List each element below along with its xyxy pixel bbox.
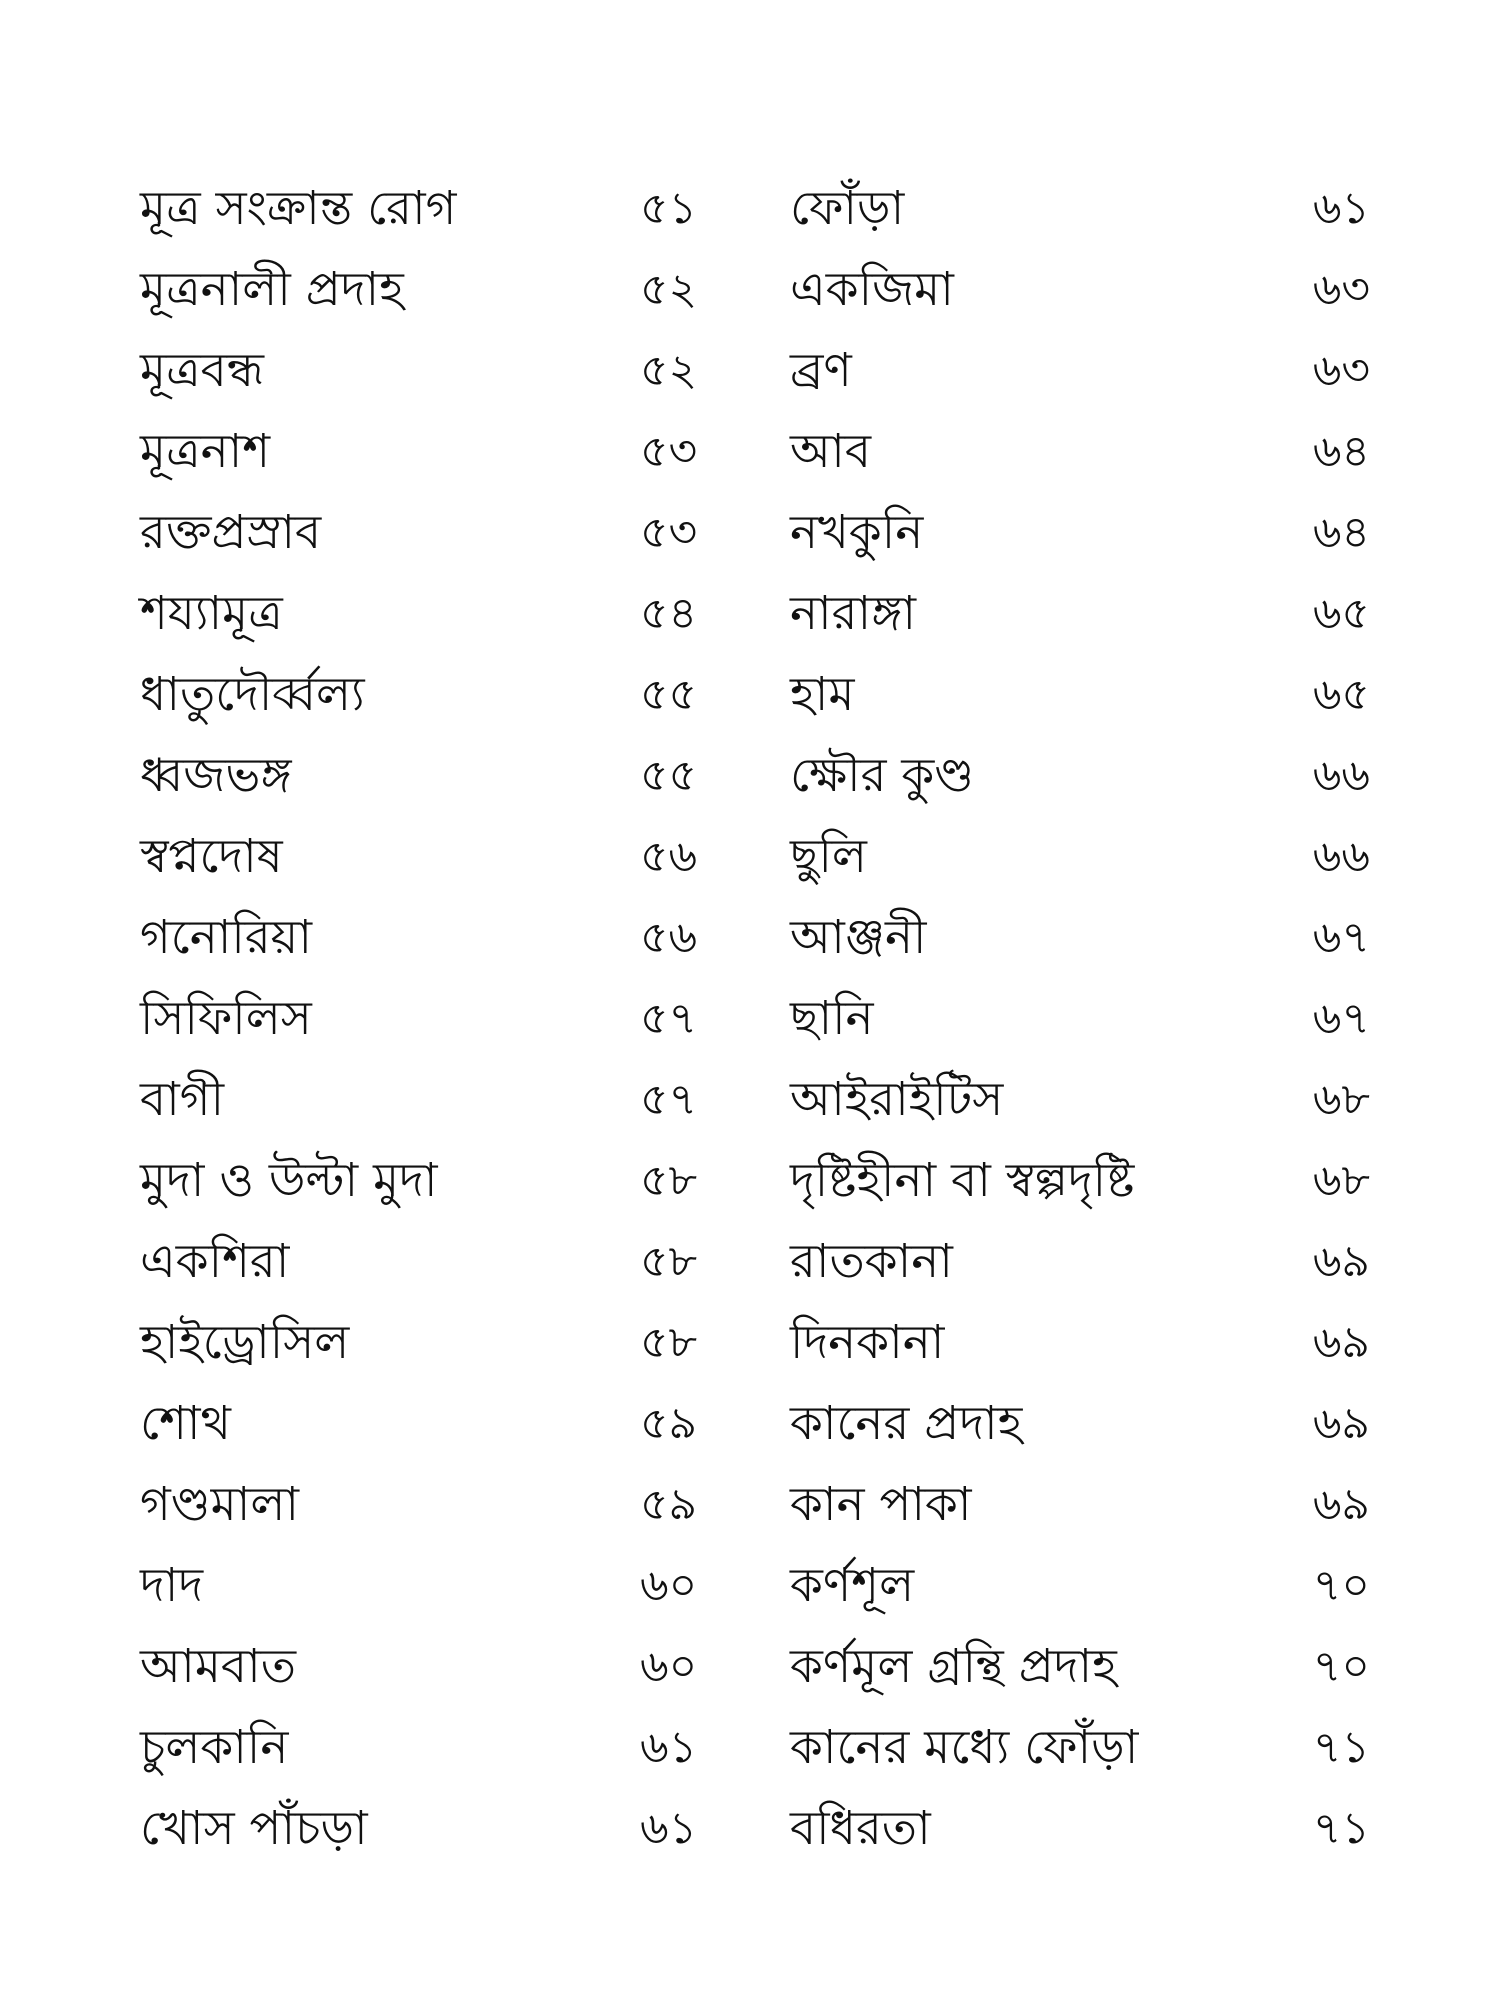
right-entry-title-cell (790, 654, 1270, 735)
right-entry-title-cell (790, 1626, 1270, 1707)
left-entry-page-cell (640, 492, 790, 573)
left-entry-title: রক্তপ্রস্রাব (140, 504, 322, 560)
left-entry-page-cell (640, 1302, 790, 1383)
left-entry-title-cell (140, 249, 640, 330)
right-entry-title-cell (790, 492, 1270, 573)
left-entry-page: ৬০ (640, 1560, 698, 1611)
table-row (140, 1707, 1370, 1788)
right-entry-title: রাতকানা (790, 1233, 953, 1289)
table-row (140, 573, 1370, 654)
left-entry-title: হাইড্রোসিল (140, 1314, 350, 1370)
right-entry-title-cell (790, 1707, 1270, 1788)
right-entry-page-cell (1270, 654, 1370, 735)
table-row (140, 1464, 1370, 1545)
left-entry-page-cell (640, 1626, 790, 1707)
right-entry-page-cell (1270, 1464, 1370, 1545)
left-entry-title-cell (140, 1302, 640, 1383)
left-entry-title-cell (140, 168, 640, 249)
left-entry-title-cell (140, 735, 640, 816)
left-entry-page: ৫৭ (640, 993, 698, 1044)
right-entry-page: ৬৬ (1312, 831, 1370, 882)
left-entry-title: একশিরা (140, 1233, 290, 1289)
right-entry-page: ৬৯ (1312, 1479, 1370, 1530)
table-row (140, 168, 1370, 249)
left-entry-page-cell (640, 573, 790, 654)
left-entry-page-cell (640, 1788, 790, 1869)
right-entry-title-cell (790, 1788, 1270, 1869)
right-entry-title: ছুলি (790, 828, 867, 884)
right-entry-page-cell (1270, 1707, 1370, 1788)
right-entry-page: ৬৪ (1312, 507, 1370, 558)
right-entry-title: একজিমা (790, 261, 954, 317)
left-entry-page: ৫৪ (640, 588, 698, 639)
left-entry-page: ৫৭ (640, 1074, 698, 1125)
left-entry-title: দাদ (140, 1557, 204, 1613)
right-entry-title-cell (790, 249, 1270, 330)
left-entry-page-cell (640, 654, 790, 735)
table-row (140, 1221, 1370, 1302)
left-entry-title-cell (140, 1221, 640, 1302)
left-entry-page-cell (640, 1059, 790, 1140)
left-entry-title: সিফিলিস (140, 990, 312, 1046)
right-entry-title: কানের প্রদাহ (790, 1395, 1023, 1451)
left-entry-page: ৫৯ (640, 1398, 698, 1449)
right-entry-page-cell (1270, 573, 1370, 654)
left-entry-title: মূত্রনাশ (140, 423, 271, 479)
right-entry-title-cell (790, 816, 1270, 897)
table-row (140, 1059, 1370, 1140)
left-entry-title: আমবাত (140, 1638, 296, 1694)
right-entry-page: ৬৮ (1312, 1074, 1370, 1125)
left-entry-title: বাগী (140, 1071, 225, 1127)
left-entry-page: ৫৮ (640, 1317, 698, 1368)
right-entry-page-cell (1270, 897, 1370, 978)
left-entry-title-cell (140, 1140, 640, 1221)
left-entry-page: ৬১ (640, 1722, 698, 1773)
left-entry-page: ৫৯ (640, 1479, 698, 1530)
right-entry-page: ৬৯ (1312, 1317, 1370, 1368)
left-entry-title-cell (140, 1626, 640, 1707)
left-entry-page-cell (640, 1221, 790, 1302)
left-entry-title-cell (140, 1707, 640, 1788)
right-entry-title-cell (790, 1221, 1270, 1302)
right-entry-page-cell (1270, 1302, 1370, 1383)
right-entry-page: ৬৯ (1312, 1236, 1370, 1287)
right-entry-title-cell (790, 411, 1270, 492)
left-entry-title: চুলকানি (140, 1719, 289, 1775)
right-entry-page: ৬৬ (1312, 750, 1370, 801)
left-entry-title-cell (140, 492, 640, 573)
right-entry-title: কর্ণমূল গ্রন্থি প্রদাহ (790, 1638, 1117, 1694)
right-entry-title: নারাঙ্গা (790, 585, 916, 641)
left-entry-title: ধ্বজভঙ্গ (140, 747, 292, 803)
right-entry-title: কান পাকা (790, 1476, 972, 1532)
left-entry-title-cell (140, 1545, 640, 1626)
right-entry-title: আইরাইটিস (790, 1071, 1004, 1127)
left-entry-title-cell (140, 330, 640, 411)
right-entry-page-cell (1270, 978, 1370, 1059)
left-entry-title-cell (140, 573, 640, 654)
left-entry-title: শয্যামূত্র (140, 585, 283, 641)
right-entry-page-cell (1270, 249, 1370, 330)
right-entry-page-cell (1270, 168, 1370, 249)
right-entry-title: ব্রণ (790, 342, 852, 398)
left-entry-page-cell (640, 1383, 790, 1464)
left-entry-title-cell (140, 978, 640, 1059)
right-entry-title: আব (790, 423, 871, 479)
right-entry-page-cell (1270, 1788, 1370, 1869)
right-entry-page: ৭০ (1312, 1560, 1370, 1611)
right-entry-title: নখকুনি (790, 504, 924, 560)
right-entry-title-cell (790, 1464, 1270, 1545)
left-entry-title-cell (140, 1059, 640, 1140)
left-entry-page: ৫২ (640, 264, 698, 315)
left-entry-title: শোথ (140, 1395, 231, 1451)
right-entry-title-cell (790, 1059, 1270, 1140)
right-entry-page-cell (1270, 330, 1370, 411)
left-entry-title-cell (140, 654, 640, 735)
right-entry-page-cell (1270, 1626, 1370, 1707)
right-entry-page-cell (1270, 1383, 1370, 1464)
left-entry-page: ৫৬ (640, 912, 698, 963)
left-entry-page-cell (640, 1545, 790, 1626)
right-entry-page: ৬১ (1312, 183, 1370, 234)
left-entry-page: ৫৬ (640, 831, 698, 882)
table-row (140, 1626, 1370, 1707)
right-entry-page: ৭১ (1312, 1722, 1370, 1773)
left-entry-title-cell (140, 1464, 640, 1545)
right-entry-title: আঞ্জনী (790, 909, 927, 965)
right-entry-title: বধিরতা (790, 1800, 931, 1856)
right-entry-title-cell (790, 1383, 1270, 1464)
right-entry-page-cell (1270, 1140, 1370, 1221)
right-entry-page-cell (1270, 1059, 1370, 1140)
right-entry-title: কানের মধ্যে ফোঁড়া (790, 1719, 1139, 1775)
right-entry-page-cell (1270, 816, 1370, 897)
left-entry-title: গনোরিয়া (140, 909, 312, 965)
right-entry-title-cell (790, 1140, 1270, 1221)
left-entry-page: ৬১ (640, 1803, 698, 1854)
left-entry-page-cell (640, 1707, 790, 1788)
right-entry-page-cell (1270, 1545, 1370, 1626)
left-entry-page-cell (640, 978, 790, 1059)
right-entry-title-cell (790, 1545, 1270, 1626)
table-row (140, 330, 1370, 411)
right-entry-page-cell (1270, 411, 1370, 492)
left-entry-page-cell (640, 411, 790, 492)
left-entry-title-cell (140, 1383, 640, 1464)
right-entry-title: কর্ণশূল (790, 1557, 915, 1613)
table-row (140, 249, 1370, 330)
left-entry-page-cell (640, 330, 790, 411)
left-entry-title: গণ্ডমালা (140, 1476, 300, 1532)
left-entry-page: ৫৮ (640, 1236, 698, 1287)
right-entry-page-cell (1270, 1221, 1370, 1302)
right-entry-title-cell (790, 897, 1270, 978)
right-entry-page: ৬৫ (1312, 588, 1370, 639)
left-entry-title: খোস পাঁচড়া (140, 1800, 368, 1856)
left-entry-title-cell (140, 816, 640, 897)
table-row (140, 978, 1370, 1059)
left-entry-page: ৫১ (640, 183, 698, 234)
left-entry-page-cell (640, 249, 790, 330)
right-entry-title: ফোঁড়া (790, 180, 905, 236)
right-entry-page: ৭০ (1312, 1641, 1370, 1692)
left-entry-title-cell (140, 1788, 640, 1869)
left-entry-page-cell (640, 168, 790, 249)
right-entry-page-cell (1270, 735, 1370, 816)
right-entry-page: ৬৫ (1312, 669, 1370, 720)
left-entry-page: ৬০ (640, 1641, 698, 1692)
right-entry-title-cell (790, 978, 1270, 1059)
left-entry-title: ধাতুদৌর্ব্বল্য (140, 666, 365, 722)
right-entry-page: ৬৩ (1312, 264, 1370, 315)
table-row (140, 1302, 1370, 1383)
right-entry-page: ৬৯ (1312, 1398, 1370, 1449)
table-row (140, 1545, 1370, 1626)
left-entry-title: মুদা ও উল্টা মুদা (140, 1152, 438, 1208)
right-entry-title: হাম (790, 666, 855, 722)
right-entry-title: ক্ষৌর কুণ্ড (790, 747, 975, 803)
right-entry-page: ৬৭ (1312, 993, 1370, 1044)
right-entry-title-cell (790, 1302, 1270, 1383)
right-entry-title-cell (790, 573, 1270, 654)
right-entry-page: ৬৭ (1312, 912, 1370, 963)
left-entry-title: মূত্রবন্ধ (140, 342, 265, 398)
left-entry-page-cell (640, 816, 790, 897)
left-entry-title-cell (140, 411, 640, 492)
left-entry-page: ৫৩ (640, 507, 698, 558)
left-entry-page-cell (640, 897, 790, 978)
right-entry-title: দৃষ্টিহীনা বা স্বল্পদৃষ্টি (790, 1152, 1135, 1208)
table-row (140, 816, 1370, 897)
table-row (140, 1383, 1370, 1464)
right-entry-page: ৬৮ (1312, 1155, 1370, 1206)
right-entry-title: ছানি (790, 990, 874, 1046)
left-entry-page-cell (640, 735, 790, 816)
left-entry-page: ৫৮ (640, 1155, 698, 1206)
left-entry-title: মূত্রনালী প্রদাহ (140, 261, 404, 317)
table-row (140, 735, 1370, 816)
left-entry-title: স্বপ্নদোষ (140, 828, 283, 884)
right-entry-page: ৬৩ (1312, 345, 1370, 396)
table-row (140, 654, 1370, 735)
right-entry-page-cell (1270, 492, 1370, 573)
right-entry-title-cell (790, 735, 1270, 816)
right-entry-page: ৭১ (1312, 1803, 1370, 1854)
table-row (140, 1788, 1370, 1869)
toc-body (140, 168, 1370, 1869)
right-entry-title: দিনকানা (790, 1314, 945, 1370)
left-entry-page-cell (640, 1464, 790, 1545)
left-entry-page: ৫৫ (640, 669, 698, 720)
right-entry-page: ৬৪ (1312, 426, 1370, 477)
table-row (140, 492, 1370, 573)
left-entry-page-cell (640, 1140, 790, 1221)
left-entry-page: ৫২ (640, 345, 698, 396)
table-of-contents (140, 168, 1370, 1869)
right-entry-title-cell (790, 330, 1270, 411)
right-entry-title-cell (790, 168, 1270, 249)
left-entry-title: মূত্র সংক্রান্ত রোগ (140, 180, 457, 236)
left-entry-page: ৫৫ (640, 750, 698, 801)
table-row (140, 411, 1370, 492)
left-entry-title-cell (140, 897, 640, 978)
left-entry-page: ৫৩ (640, 426, 698, 477)
table-row (140, 897, 1370, 978)
table-row (140, 1140, 1370, 1221)
